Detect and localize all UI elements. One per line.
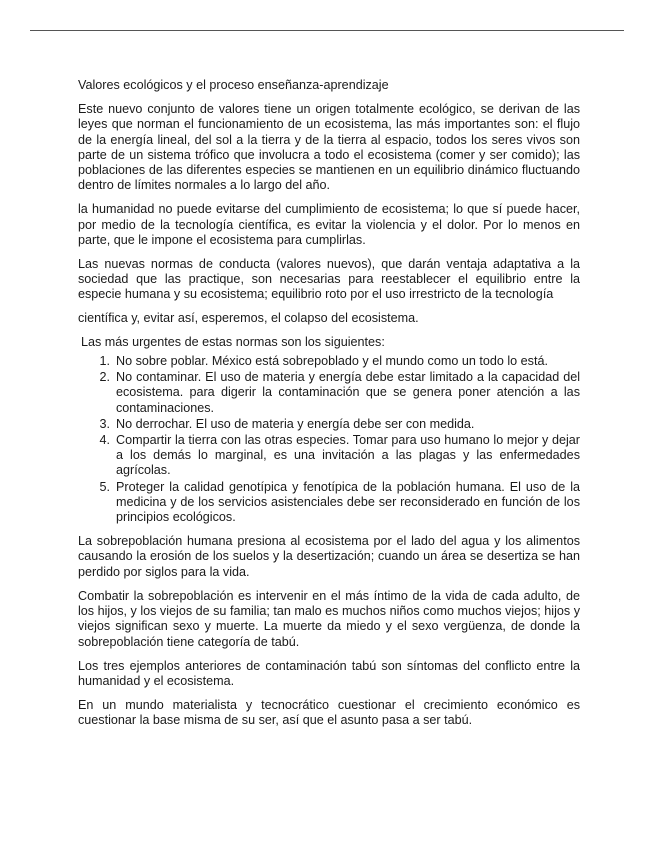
list-item-number: 1. [99, 354, 110, 369]
list-item-text: Compartir la tierra con las otras especies. Tomar para uso humano lo mejor y dejar a los demás lo marginal, es una invitación a las plagas y las enfermedades agrícolas. [116, 433, 580, 478]
list-item-text: No sobre poblar. México está sobrepoblado y el mundo como un todo lo está. [116, 354, 548, 369]
document-body [78, 78, 580, 738]
paragraph-taboo-examples: Los tres ejemplos anteriores de contaminación tabú son síntomas del conflicto entre la humanidad y el ecosistema. [78, 658, 580, 688]
document-title: Valores ecológicos y el proceso enseñanza-aprendizaje [78, 78, 389, 92]
list-item [78, 480, 580, 526]
list-item-text: Proteger la calidad genotípica y fenotípica de la población humana. El uso de la medicina y de los servicios asistenciales debe ser reconsiderado en función de los principios ecológicos. [116, 479, 580, 525]
list-intro: Las más urgentes de estas normas son los siguientes: [81, 334, 385, 349]
header-rule [30, 30, 624, 31]
paragraph-intro: Este nuevo conjunto de valores tiene un origen totalmente ecológico, se derivan de las leyes que norman el funcionamiento de un ecosistema, las más importantes son: el flujo de la energía lineal, del sol a la tierra y de la tierra al espacio, todos los seres vivos son parte de un sistema trófico que involucra a todo el ecosistema (comer y ser comido); las poblaciones de las diferentes especies se mantienen en un equilibrio dinámico fluctuando dentro de límites normales a lo largo del año. [78, 102, 580, 193]
paragraph-overpopulation: La sobrepoblación humana presiona al ecosistema por el lado del agua y los alimentos causando la erosión de los suelos y la desertización; cuando un área se desertiza se han perdido por siglos para la vida. [78, 534, 580, 579]
paragraph-humanity: la humanidad no puede evitarse del cumplimiento de ecosistema; lo que sí puede hacer, por medio de la tecnología científica, es evitar la violencia y el dolor. Por lo menos en parte, que le impone el ecosistema para cumplirlas. [78, 202, 580, 247]
paragraph-combat-overpopulation: Combatir la sobrepoblación es intervenir en el más íntimo de la vida de cada adulto, de los hijos, y los viejos de su familia; tan malo es muchos niños como muchos viejos; hijos y viejos significan sexo y muerte. La muerte da miedo y el sexo vergüenza, de donde la sobrepoblación tiene categoría de tabú. [78, 588, 580, 649]
list-item-number: 3. [99, 416, 110, 431]
list-item [78, 354, 580, 369]
list-item-number: 2. [99, 370, 110, 385]
list-item [78, 433, 580, 479]
paragraph-new-norms-continued: científica y, evitar así, esperemos, el colapso del ecosistema. [78, 310, 419, 325]
paragraph-new-norms: Las nuevas normas de conducta (valores nuevos), que darán ventaja adaptativa a la sociedad que las practique, son necesarias para reestablecer el equilibrio entre la especie humana y su ecosistema; equilibrio roto por el uso irrestricto de la tecnología [78, 257, 580, 302]
list-item-number: 5. [99, 479, 110, 494]
list-item-text: No derrochar. El uso de materia y energía debe ser con medida. [116, 416, 475, 431]
list-item [78, 370, 580, 416]
list-item-text: No contaminar. El uso de materia y energía debe estar limitado a la capacidad del ecosistema. para digerir la contaminación que se genera poner atención a las contaminaciones. [116, 370, 580, 415]
list-item [78, 417, 580, 432]
paragraph-materialist-world: En un mundo materialista y tecnocrático cuestionar el crecimiento económico es cuestionar la base misma de su ser, así que el asunto pasa a ser tabú. [78, 698, 580, 728]
norms-list [78, 354, 580, 525]
list-item-number: 4. [99, 433, 110, 448]
